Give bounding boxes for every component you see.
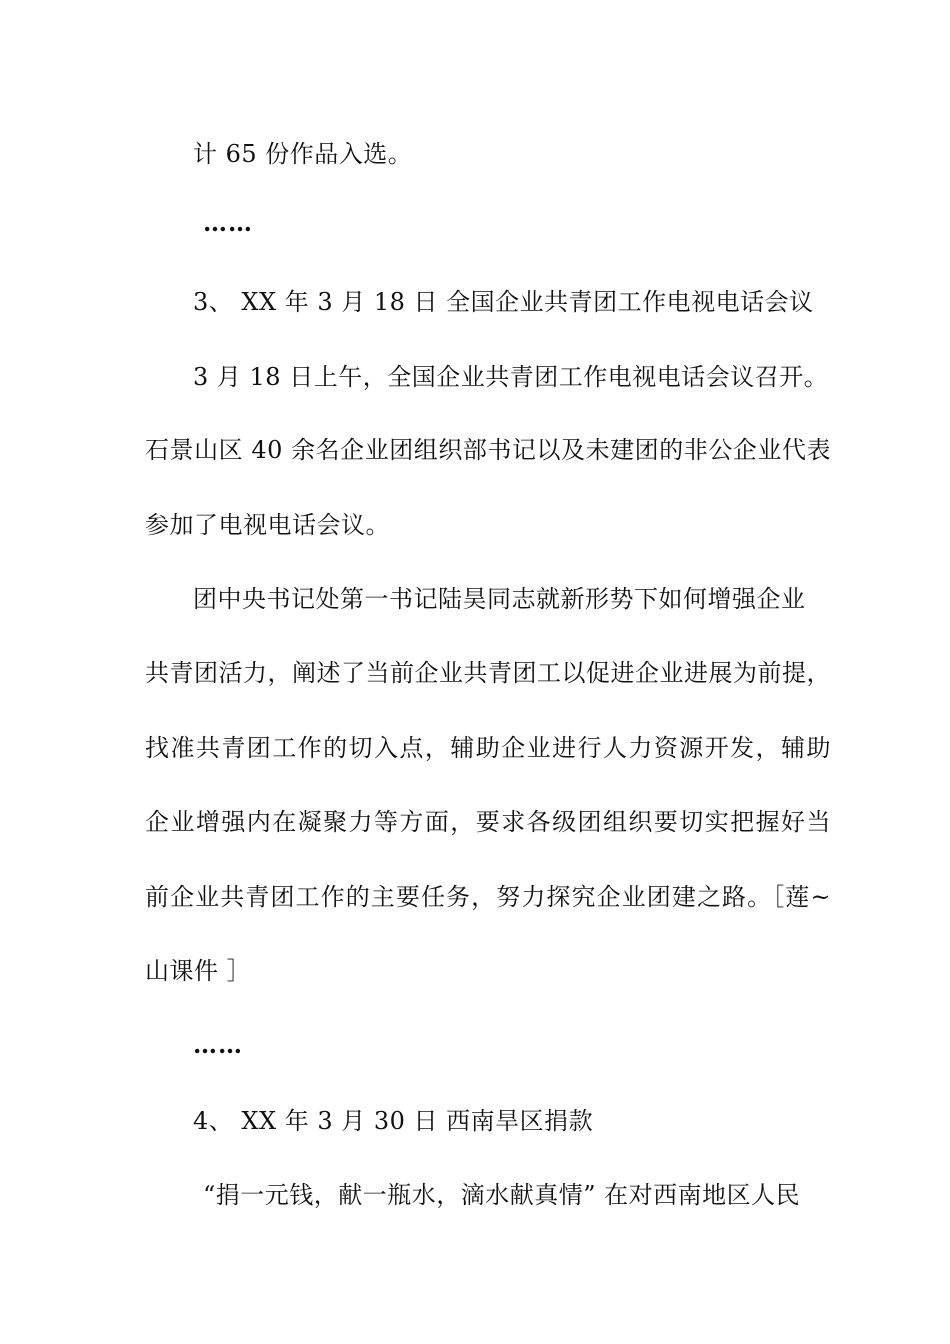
- text-line: 前企业共青团工作的主要任务，努力探究企业团建之路。［莲~: [145, 883, 831, 911]
- ellipsis-line: ……: [193, 1030, 243, 1059]
- text-line: “捐一元钱，献一瓶水，滴水献真情” 在对西南地区人民: [203, 1181, 801, 1209]
- section-heading: 3、 XX 年 3 月 18 日 全国企业共青团工作电视电话会议: [193, 288, 814, 316]
- text-line: 计 65 份作品入选。: [193, 140, 413, 168]
- text-line: 共青团活力，阐述了当前企业共青团工以促进企业进展为前提，: [145, 659, 831, 687]
- text-line: 企业增强内在凝聚力等方面，要求各级团组织要切实把握好当: [145, 808, 831, 836]
- text-line: 山课件 ］: [145, 957, 252, 985]
- text-line: 3 月 18 日上午，全国企业共青团工作电视电话会议召开。: [193, 363, 829, 391]
- text-line: 找准共青团工作的切入点，辅助企业进行人力资源开发，辅助: [145, 734, 831, 762]
- section-heading: 4、 XX 年 3 月 30 日 西南旱区捐款: [193, 1107, 594, 1135]
- text-line: 石景山区 40 余名企业团组织部书记以及未建团的非公企业代表: [145, 436, 831, 464]
- text-line: 团中央书记处第一书记陆昊同志就新形势下如何增强企业: [193, 585, 806, 613]
- text-line: 参加了电视电话会议。: [145, 511, 390, 539]
- ellipsis-line: ……: [203, 208, 253, 237]
